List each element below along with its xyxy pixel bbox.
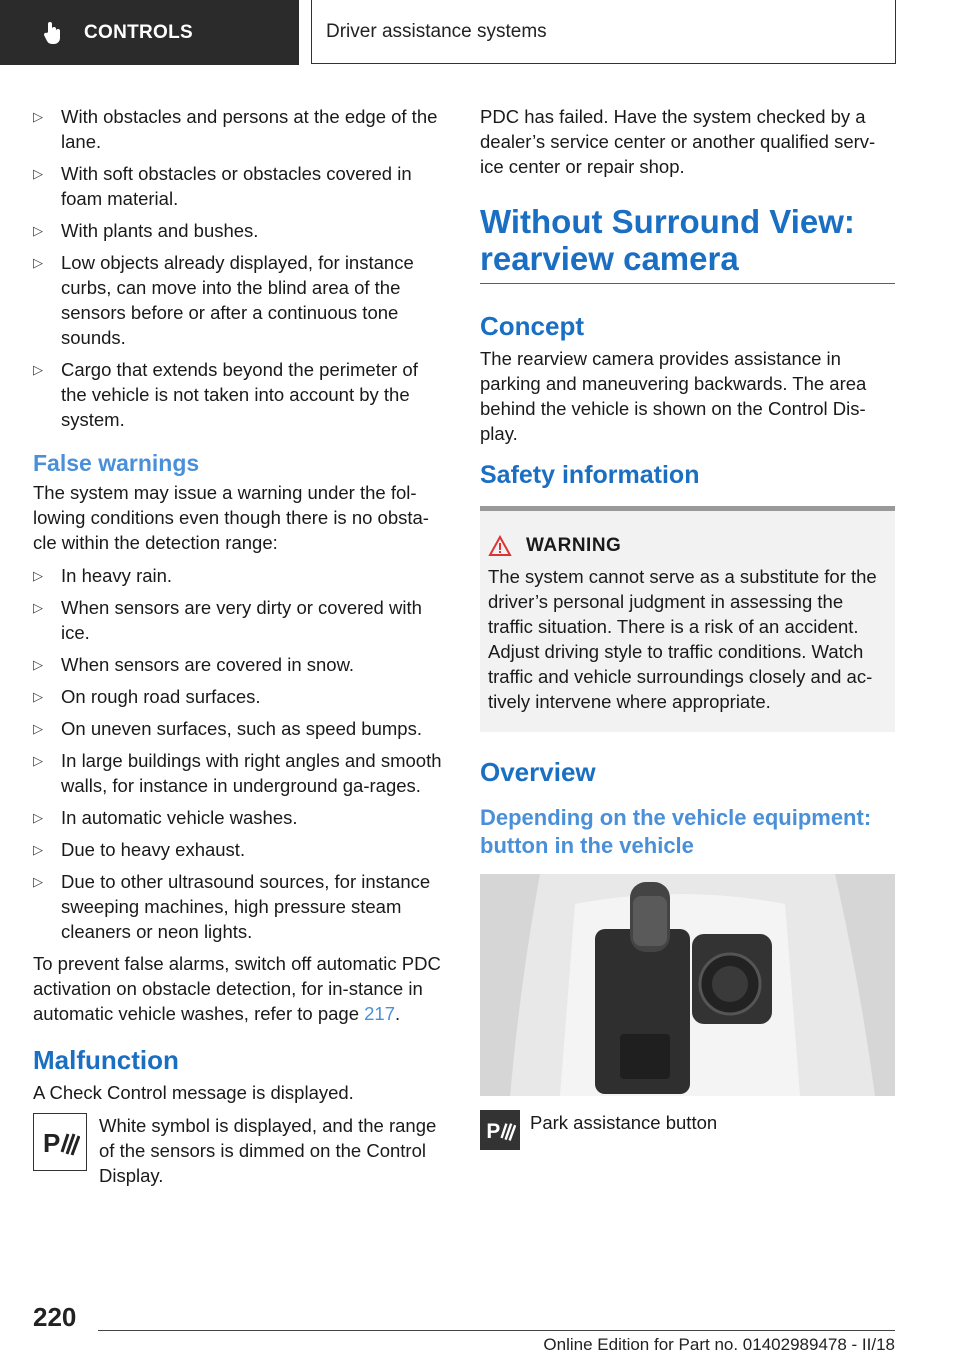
list-item: ▷ On uneven surfaces, such as speed bumps. <box>33 718 422 739</box>
bullet-triangle-icon: ▷ <box>33 223 43 238</box>
hand-pointer-icon <box>40 20 66 46</box>
bullet-triangle-icon: ▷ <box>33 721 43 736</box>
bullet-triangle-icon: ▷ <box>33 600 43 615</box>
center-console-image <box>480 874 895 1096</box>
safety-heading: Safety information <box>480 461 700 489</box>
concept-heading: Concept <box>480 311 584 341</box>
left-column <box>33 104 448 1188</box>
page-reference-link[interactable]: 217 <box>364 1003 395 1024</box>
overview-heading: Overview <box>480 757 596 787</box>
false-warnings-outro: To prevent false alarms, switch off automatic PDC activation on obstacle detection, for in-stance in automatic vehicle washes, refer to page 217. <box>33 953 441 1024</box>
list-item: ▷ When sensors are covered in snow. <box>33 654 355 675</box>
bullet-triangle-icon: ▷ <box>33 166 43 181</box>
list-item: ▷ With soft obstacles or obstacles covered in foam material. <box>33 163 412 209</box>
list-item: ▷ Due to other ultrasound sources, for instance sweeping machines, high pressure steam cleaners or neon lights. <box>33 871 431 942</box>
bullet-triangle-icon: ▷ <box>33 753 43 768</box>
list-item: ▷ On rough road surfaces. <box>33 686 261 707</box>
list-item: ▷ In automatic vehicle washes. <box>33 807 298 828</box>
warning-text: The system cannot serve as a substitute for the driver’s personal judgment in assessing the traffic situation. There is a risk of an accident. Adjust driving style to traffic conditions. Watch traffic and vehicle surroundings closely and ac-tively intervene where appropriate. <box>488 566 877 712</box>
warning-label: WARNING <box>526 535 622 556</box>
bullet-triangle-icon: ▷ <box>33 810 43 825</box>
malfunction-text: A Check Control message is displayed. <box>33 1082 354 1103</box>
svg-text:P: P <box>486 1120 501 1143</box>
right-column <box>480 104 895 1150</box>
button-caption: Park assistance button <box>530 1112 718 1133</box>
footer-edition: Online Edition for Part no. 01402989478 - II/18 <box>543 1335 895 1354</box>
list-item: ▷ In heavy rain. <box>33 565 173 586</box>
bullet-triangle-icon: ▷ <box>33 689 43 704</box>
malfunction-symbol-text: White symbol is displayed, and the range of the sensors is dimmed on the Control Display. <box>99 1115 437 1186</box>
false-warnings-heading: False warnings <box>33 450 200 476</box>
concept-text: The rearview camera provides assistance in parking and maneuvering backwards. The area behind the vehicle is shown on the Control Dis-play. <box>480 348 867 444</box>
malfunction-symbol-row <box>33 1113 448 1188</box>
list-item: ▷ In large buildings with right angles and smooth walls, for instance in underground ga-rages. <box>33 750 442 796</box>
page-number: 220 <box>33 1302 77 1332</box>
list-item: ▷ When sensors are very dirty or covered with ice. <box>33 597 422 643</box>
continued-text: PDC has failed. Have the system checked by a dealer’s service center or another qualified serv-ice center or repair shop. <box>480 106 876 177</box>
overview-subheading: Depending on the vehicle equipment: button in the vehicle <box>480 805 872 858</box>
list-item: ▷ With plants and bushes. <box>33 220 259 241</box>
warning-header <box>488 533 887 558</box>
svg-text:P: P <box>43 1128 61 1158</box>
list-item: ▷ Due to heavy exhaust. <box>33 839 246 860</box>
bullet-triangle-icon: ▷ <box>33 874 43 889</box>
button-caption-row <box>480 1110 895 1150</box>
bullet-triangle-icon: ▷ <box>33 109 43 124</box>
bullet-triangle-icon: ▷ <box>33 362 43 377</box>
section-title: CONTROLS <box>84 21 194 43</box>
park-assist-button-icon <box>480 1110 520 1150</box>
bullet-triangle-icon: ▷ <box>33 255 43 270</box>
false-warnings-intro: The system may issue a warning under the fol-lowing conditions even though there is no obsta-cle within the detection range: <box>33 482 429 553</box>
list-item: ▷ Cargo that extends beyond the perimeter of the vehicle is not taken into account by the system. <box>33 359 418 430</box>
section-heading: Without Surround View: rearview camera <box>480 203 895 284</box>
bullet-triangle-icon: ▷ <box>33 657 43 672</box>
bullet-triangle-icon: ▷ <box>33 842 43 857</box>
bullet-triangle-icon: ▷ <box>33 568 43 583</box>
list-item: ▷ Low objects already displayed, for instance curbs, can move into the blind area of the sensors before or after a continuous tone sounds. <box>33 252 414 348</box>
chapter-title: Driver assistance systems <box>326 20 547 42</box>
malfunction-heading: Malfunction <box>33 1045 179 1075</box>
chapter-tab <box>311 0 896 64</box>
warning-triangle-icon <box>488 535 512 557</box>
footer-divider <box>98 1330 895 1331</box>
section-tab <box>0 0 299 65</box>
list-item: ▷ With obstacles and persons at the edge of the lane. <box>33 106 438 152</box>
park-assist-symbol-icon <box>33 1113 87 1171</box>
warning-box <box>480 506 895 732</box>
